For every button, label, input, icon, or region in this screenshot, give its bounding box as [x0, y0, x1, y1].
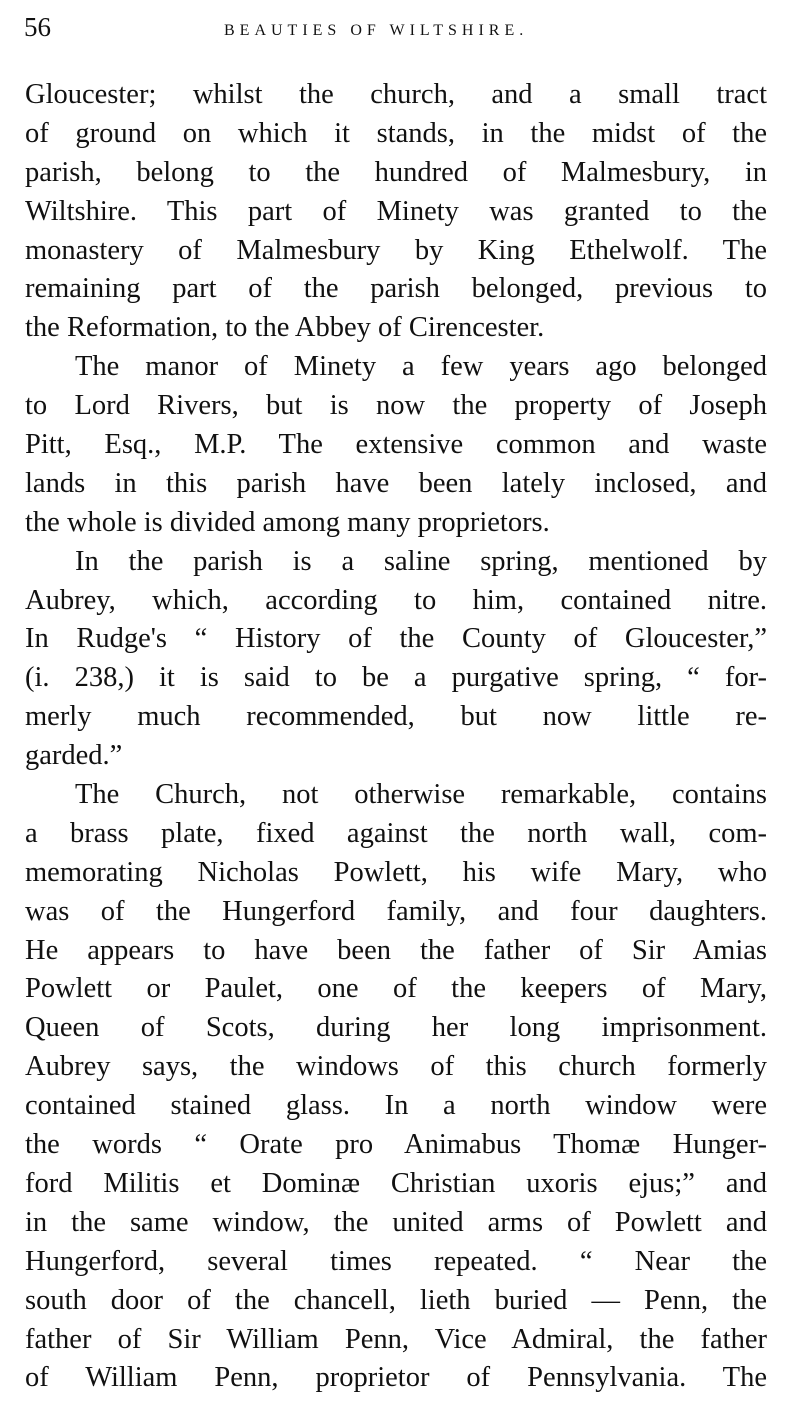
- text-line: The manor of Minety a few years ago belonged: [75, 351, 767, 383]
- text-line: Powlett or Paulet, one of the keepers of Mary,: [25, 973, 767, 1005]
- text-line: memorating Nicholas Powlett, his wife Mary, who: [25, 856, 767, 888]
- text-line: The Church, not otherwise remarkable, contains: [75, 779, 767, 811]
- text-line: the Reformation, to the Abbey of Cirencester.: [25, 312, 545, 344]
- text-line: Queen of Scots, during her long imprisonment.: [25, 1012, 767, 1044]
- text-line: Pitt, Esq., M.P. The extensive common and waste: [25, 429, 767, 461]
- text-line: In Rudge's “ History of the County of Gloucester,”: [25, 623, 767, 655]
- text-line: was of the Hungerford family, and four daughters.: [25, 895, 767, 927]
- text-line: the words “ Orate pro Animabus Thomæ Hunger-: [25, 1129, 767, 1161]
- body-text: [25, 76, 767, 1398]
- running-title: BEAUTIES OF WILTSHIRE.: [224, 22, 529, 39]
- text-line: monastery of Malmesbury by King Ethelwolf. The: [25, 234, 767, 266]
- text-line: merly much recommended, but now little re-: [25, 701, 767, 733]
- text-line: garded.”: [25, 740, 123, 772]
- page-number: 56: [24, 12, 51, 42]
- text-line: of ground on which it stands, in the midst of the: [25, 117, 767, 149]
- text-line: contained stained glass. In a north window were: [25, 1090, 767, 1122]
- text-line: parish, belong to the hundred of Malmesbury, in: [25, 156, 767, 188]
- text-line: south door of the chancell, lieth buried — Penn, the: [25, 1284, 767, 1316]
- page-header: [24, 12, 769, 48]
- text-line: a brass plate, fixed against the north wall, com-: [25, 817, 767, 849]
- text-line: Hungerford, several times repeated. “ Near the: [25, 1245, 767, 1277]
- text-line: of William Penn, proprietor of Pennsylvania. The: [25, 1362, 767, 1394]
- text-line: Aubrey, which, according to him, contained nitre.: [25, 584, 767, 616]
- text-line: remaining part of the parish belonged, previous to: [25, 273, 767, 305]
- text-line: in the same window, the united arms of Powlett and: [25, 1206, 767, 1238]
- text-line: (i. 238,) it is said to be a purgative spring, “ for-: [25, 662, 767, 694]
- text-line: In the parish is a saline spring, mentioned by: [75, 545, 767, 577]
- text-line: ford Militis et Dominæ Christian uxoris ejus;” and: [25, 1167, 767, 1199]
- text-line: to Lord Rivers, but is now the property of Joseph: [25, 390, 767, 422]
- text-line: Aubrey says, the windows of this church formerly: [25, 1051, 767, 1083]
- text-line: lands in this parish have been lately inclosed, and: [25, 467, 767, 499]
- text-line: Wiltshire. This part of Minety was granted to the: [25, 195, 767, 227]
- text-line: Gloucester; whilst the church, and a small tract: [25, 79, 767, 110]
- text-line: the whole is divided among many proprietors.: [25, 506, 550, 538]
- text-line: He appears to have been the father of Sir Amias: [25, 934, 767, 966]
- text-line: father of Sir William Penn, Vice Admiral, the father: [25, 1323, 767, 1355]
